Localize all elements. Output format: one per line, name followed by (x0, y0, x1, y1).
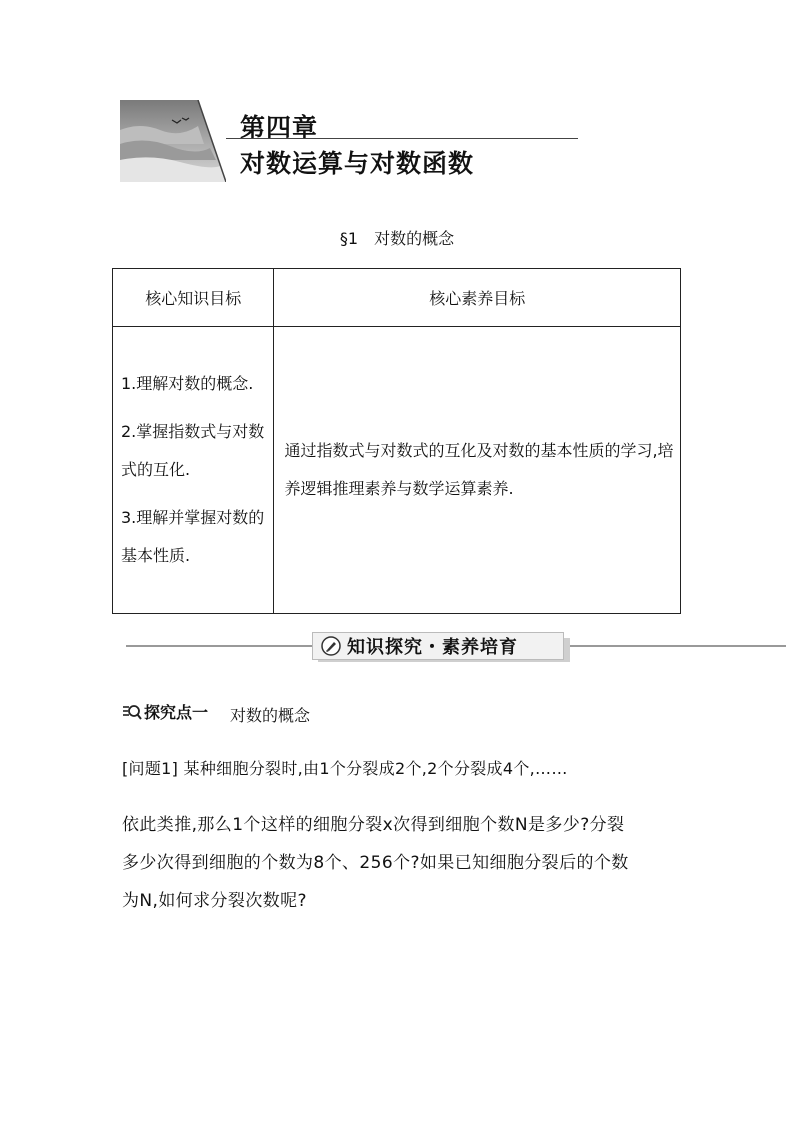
knowledge-goal-1: 1.理解对数的概念. (121, 374, 254, 393)
knowledge-goal-2: 2.掌握指数式与对数式的互化. (121, 422, 265, 479)
banner-face (312, 632, 564, 660)
chapter-divider (226, 138, 578, 139)
chapter-banner-image (120, 100, 226, 182)
section-banner (312, 632, 568, 660)
goals-table (112, 268, 681, 614)
pen-badge-icon (321, 636, 341, 656)
question-first-line: [问题1] 某种细胞分裂时,由1个分裂成2个,2个分裂成4个,…… (122, 759, 568, 778)
section-heading (0, 226, 794, 249)
section-title: 对数的概念 (374, 229, 455, 248)
header-literacy-goals: 核心素养目标 (274, 269, 681, 327)
question-line: 多少次得到细胞的个数为8个、256个?如果已知细胞分裂后的个数 (122, 853, 629, 873)
section-number: §1 (339, 229, 359, 248)
chapter-title: 对数运算与对数函数 (240, 149, 475, 178)
magnifier-icon (122, 703, 142, 721)
knowledge-goal-3: 3.理解并掌握对数的基本性质. (121, 508, 265, 565)
question-line: 为N,如何求分裂次数呢? (122, 891, 307, 911)
header-knowledge-goals: 核心知识目标 (113, 269, 274, 327)
banner-rule-right (568, 645, 786, 647)
chapter-number: 第四章 (240, 113, 319, 142)
banner-rule-left (126, 645, 316, 647)
explore-point-heading (122, 700, 310, 723)
explore-label: 探究点一 (144, 703, 209, 722)
question-body (122, 806, 682, 920)
explore-topic: 对数的概念 (230, 706, 311, 725)
banner-text: 知识探究・素养培育 (347, 637, 518, 658)
table-header-row (113, 269, 681, 327)
knowledge-goals-cell (113, 327, 274, 614)
table-row (113, 327, 681, 614)
literacy-goal-cell: 通过指数式与对数式的互化及对数的基本性质的学习,培养逻辑推理素养与数学运算素养. (274, 327, 681, 614)
question-line: 依此类推,那么1个这样的细胞分裂x次得到细胞个数N是多少?分裂 (122, 815, 625, 835)
